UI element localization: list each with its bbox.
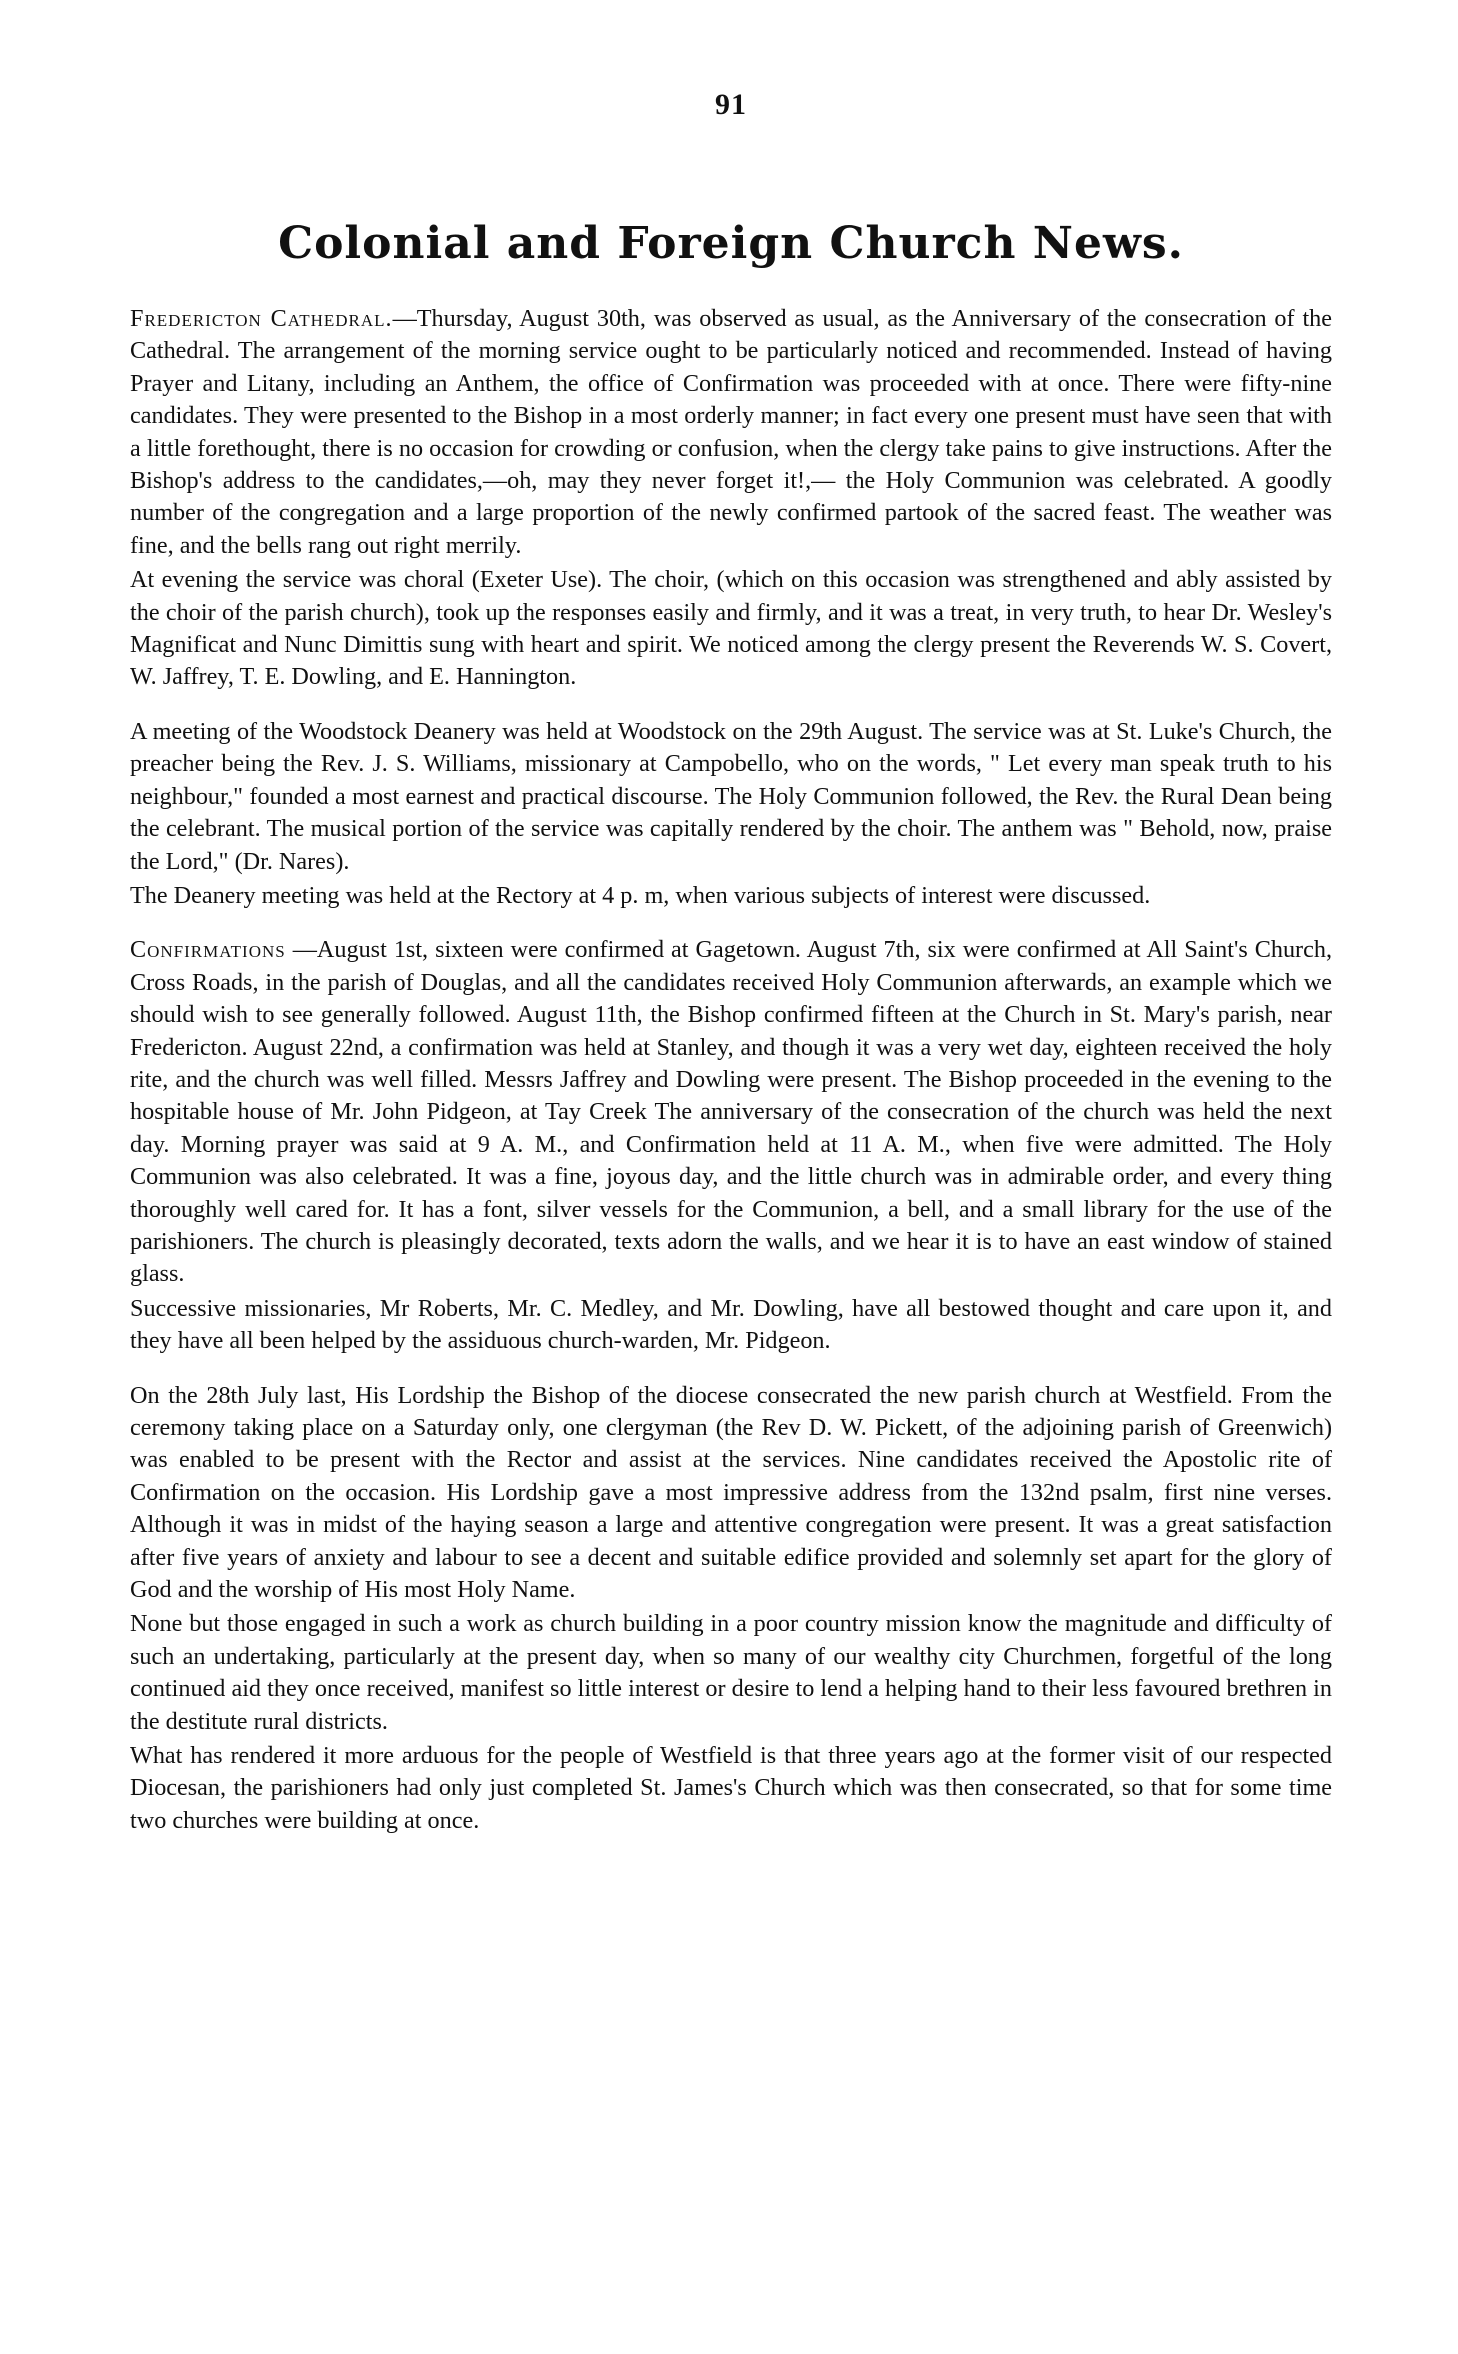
article-paragraph: What has rendered it more arduous for the people of Westfield is that three years ago at the former visit of our respected Diocesan, the parishioners had only just completed St. James's Church which was then consecrated, so that for some time two churches were building at once. [130, 1742, 1332, 1834]
article-paragraph: At evening the service was choral (Exeter Use). The choir, (which on this occasion was strengthened and ably assisted by the choir of the parish church), took up the responses easily and firmly, and it was a treat, in very truth, to hear Dr. Wesley's Magnificat and Nunc Dimittis sung with heart and spirit. We noticed among the clergy present the Reverends W. S. Covert, W. Jaffrey, T. E. Dowling, and E. Hannington. [130, 566, 1332, 691]
article-paragraph: None but those engaged in such a work as church building in a poor country mission know the magnitude and difficulty of such an undertaking, particularly at the present day, when so many of our wealthy city Churchmen, forgetful of the long continued aid they once received, manifest so little interest or desire to lend a helping hand to their less favoured brethren in the destitute rural districts. [130, 1610, 1332, 1735]
article-paragraph: On the 28th July last, His Lordship the Bishop of the diocese consecrated the new parish church at Westfield. From the ceremony taking place on a Saturday only, one clergyman (the Rev D. W. Pickett, of the adjoining parish of Greenwich) was enabled to be present with the Rector and assist at the services. Nine candidates received the Apostolic rite of Confirmation on the occasion. His Lordship gave a most impressive address from the 132nd psalm, first nine verses. Although it was in midst of the haying season a large and attentive congregation were present. It was a great satisfaction after five years of anxiety and labour to see a decent and suitable edifice provided and solemnly set apart for the glory of God and the worship of His most Holy Name. [130, 1381, 1332, 1604]
article-paragraph [130, 934, 1332, 1290]
paragraph-lead: Confirmations [130, 936, 286, 964]
article-paragraph: A meeting of the Woodstock Deanery was held at Woodstock on the 29th August. The service was at St. Luke's Church, the preacher being the Rev. J. S. Williams, missionary at Campobello, who on the words, " Let every man speak truth to his neighbour," founded a most earnest and practical discourse. The Holy Communion followed, the Rev. the Rural Dean being the celebrant. The musical portion of the service was capitally rendered by the choir. The anthem was " Behold, now, praise the Lord," (Dr. Nares). [130, 717, 1332, 875]
paragraph-text: —Thursday, August 30th, was observed as usual, as the Anniversary of the consecration of the Cathedral. The arrangement of the morning service ought to be particularly noticed and recommended. Instead of having Prayer and Litany, including an Anthem, the office of Confirmation was proceeded with at once. There were fifty-nine candidates. They were presented to the Bishop in a most orderly manner; in fact every one present must have seen that with a little forethought, there is no occasion for crowding or confusion, when the clergy take pains to give instructions. After the Bishop's address to the candidates,—oh, may they never forget it!,— the Holy Communion was celebrated. A goodly number of the congregation and a large proportion of the newly confirmed partook of the sacred feast. The weather was fine, and the bells rang out right merrily. [130, 305, 1332, 559]
article-paragraph: Successive missionaries, Mr Roberts, Mr. C. Medley, and Mr. Dowling, have all bestowed thought and care upon it, and they have all been helped by the assiduous church-warden, Mr. Pidgeon. [130, 1294, 1332, 1355]
article-paragraph: The Deanery meeting was held at the Rectory at 4 p. m, when various subjects of interest were discussed. [130, 881, 1151, 909]
page-number: 91 [715, 88, 747, 121]
section-title: Colonial and Foreign Church News. [278, 218, 1184, 269]
paragraph-text: —August 1st, sixteen were confirmed at Gagetown. August 7th, six were confirmed at All Saint's Church, Cross Roads, in the parish of Douglas, and all the candidates received Holy Communion afterwards, an example which we should wish to see generally followed. August 11th, the Bishop confirmed fifteen at the Church in St. Mary's parish, near Fredericton. August 22nd, a confirmation was held at Stanley, and though it was a very wet day, eighteen received the holy rite, and the church was well filled. Messrs Jaffrey and Dowling were present. The Bishop proceeded in the evening to the hospitable house of Mr. John Pidgeon, at Tay Creek The anniversary of the consecration of the church was held the next day. Morning prayer was said at 9 A. M., and Confirmation held at 11 A. M., when five were admitted. The Holy Communion was also celebrated. It was a fine, joyous day, and the little church was in admirable order, and every thing thoroughly well cared for. It has a font, silver vessels for the Communion, a bell, and a small library for the use of the parishioners. The church is pleasingly decorated, texts adorn the walls, and we hear it is to have an east window of stained glass. [130, 936, 1332, 1288]
paragraph-lead: Fredericton Cathedral. [130, 305, 393, 332]
article-paragraph [130, 303, 1332, 562]
